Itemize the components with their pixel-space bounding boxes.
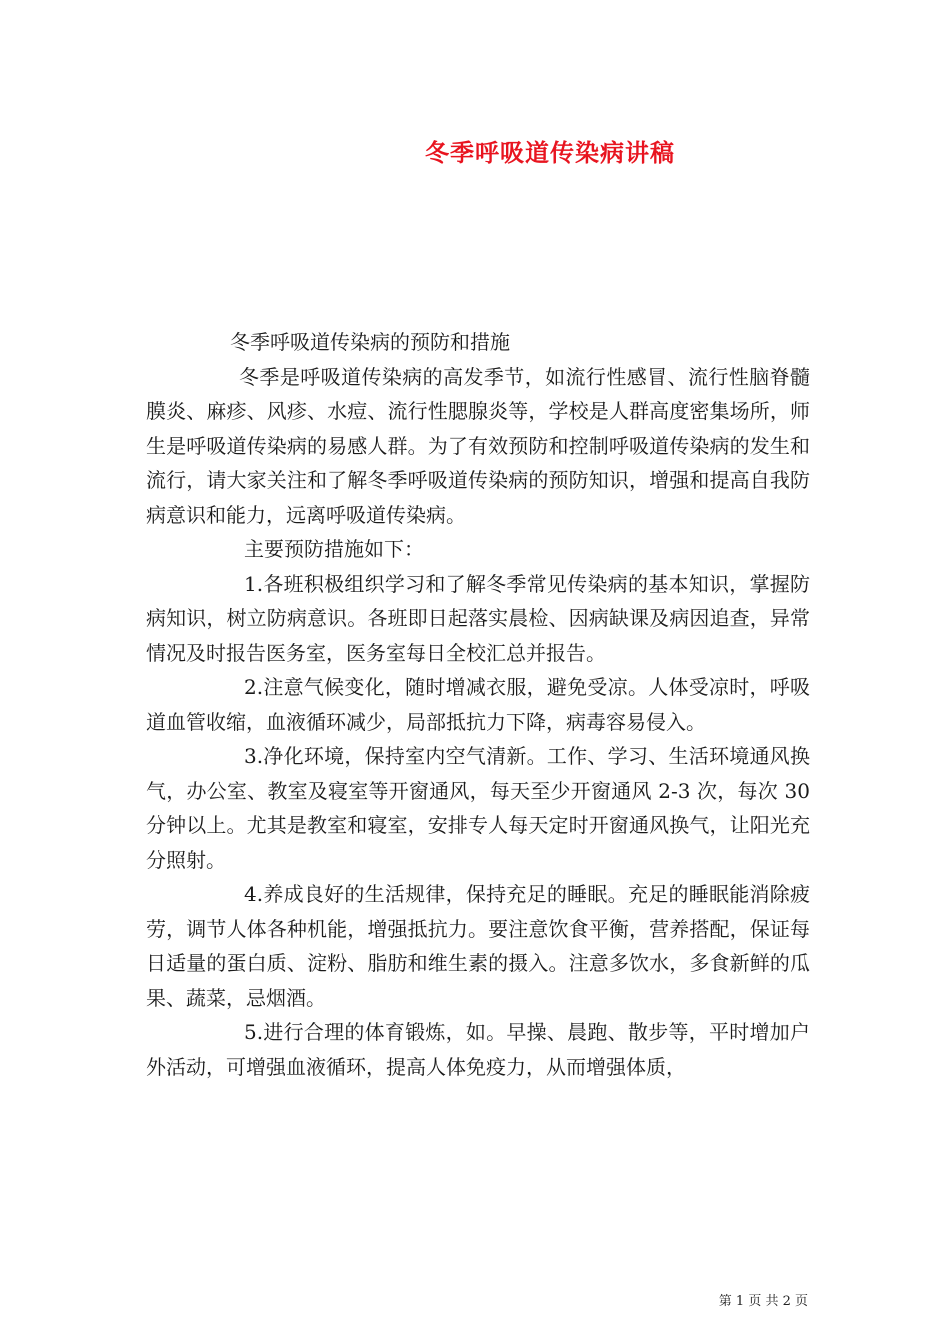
measures-heading: 主要预防措施如下：: [244, 537, 424, 561]
section-subtitle: 冬季呼吸道传染病的预防和措施: [230, 330, 510, 354]
intro-paragraph: 冬季是呼吸道传染病的高发季节，如流行性感冒、流行性脑脊髓膜炎、麻疹、风疹、水痘、流行性腮腺炎等，学校是人群高度密集场所，师生是呼吸道传染病的易感人群。为了有效预防和控制呼吸道传染病的发生和流行，请大家关注和了解冬季呼吸道传染病的预防知识，增强和提高自我防病意识和能力，远离呼吸道传染病。: [146, 364, 810, 527]
measure-item-5: 5.进行合理的体育锻炼，如。早操、晨跑、散步等，平时增加户外活动，可增强血液循环，提高人体免疫力，从而增强体质，: [146, 1020, 810, 1079]
document-body: [146, 325, 810, 1084]
measure-item-1: 1.各班积极组织学习和了解冬季常见传染病的基本知识，掌握防病知识，树立防病意识。各班即日起落实晨检、因病缺课及病因追查，异常情况及时报告医务室，医务室每日全校汇总并报告。: [146, 571, 810, 665]
page-footer: 第 1 页 共 2 页: [718, 1294, 808, 1309]
measure-item-3: 3.净化环境，保持室内空气清新。工作、学习、生活环境通风换气，办公室、教室及寝室等开窗通风，每天至少开窗通风 2-3 次，每次 30 分钟以上。尤其是教室和寝室，安排专人每天定时开窗通风换气，让阳光充分照射。: [146, 744, 810, 872]
document-title: 冬季呼吸道传染病讲稿: [425, 138, 675, 167]
measure-item-2: 2.注意气候变化，随时增减衣服，避免受凉。人体受凉时，呼吸道血管收缩，血液循环减少，局部抵抗力下降，病毒容易侵入。: [146, 675, 810, 734]
measure-item-4: 4.养成良好的生活规律，保持充足的睡眠。充足的睡眠能消除疲劳，调节人体各种机能，增强抵抗力。要注意饮食平衡，营养搭配，保证每日适量的蛋白质、淀粉、脂肪和维生素的摄入。注意多饮水，多食新鲜的瓜果、蔬菜，忌烟酒。: [146, 882, 810, 1010]
